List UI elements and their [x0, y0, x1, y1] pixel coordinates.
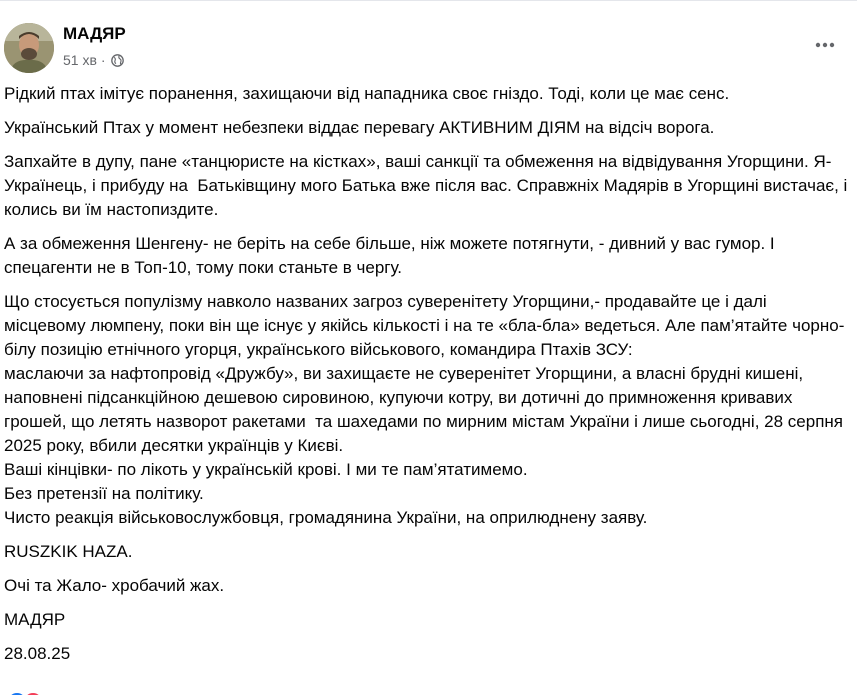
signature: МАДЯР [4, 610, 66, 629]
post-body [4, 82, 853, 666]
post-paragraph-3: Запхайте в дупу, пане «танцюристе на кістках», ваші санкції та обмеження на відвідування Угорщини. Я-Українець, і прибуду на Батьківщину мого Батька вже після вас. Справжніх Мадярів в Угорщині вистачає, і колись ви їм настопиздите. [4, 152, 853, 219]
post-paragraph-7: Очі та Жало- хробачий жах. [4, 576, 225, 595]
post-time[interactable]: 51 хв [63, 52, 97, 68]
post-header [4, 23, 854, 73]
signature-line [4, 608, 849, 632]
avatar-photo [4, 23, 54, 73]
author-name[interactable]: МАДЯР [63, 24, 126, 43]
post-paragraph-5: Що стосується популізму навколо названих загроз суверенітету Угорщини,- продавайте це і далі місцевому люмпену, поки він ще існує у якійсь кількості і на те «бла-бла» ведеться. Але пам’ятайте чорно-білу позицію етнічного угорця, українського військового, командира Птахів ЗСУ: маслаючи за нафтопровід «Дружбу», ви захищаєте не суверенітет Угорщини, а власні брудні кишені, наповнені підсанкційною дешевою сировиною, купуючи котру, ви дотичні до примноження кривавих грошей, що летять назворот ракетами та шахедами по мирним містам України і лише сьогодні, 28 серпня 2025 року, вбили десятки українців у Києві. Ваші кінцівки- по лікоть у українській крові. І ми те пам’ятатимемо. Без претензії на політику. Чисто реакція військовослужбовця, громадянина України, на оприлюднену заяву. [4, 292, 845, 527]
post-paragraph-6: RUSZKIK HAZA. [4, 542, 133, 561]
post-paragraph-4: А за обмеження Шенгену- не беріть на себе більше, ніж можете потягнути, - дивний у вас гумор. І спецагенти не в Топ-10, тому поки станьте в чергу. [4, 234, 780, 277]
reactions-bar[interactable] [6, 691, 38, 695]
more-options-icon[interactable] [809, 29, 841, 61]
ukraine-flag-icon [66, 612, 86, 626]
love-reaction-icon [22, 691, 44, 695]
post-paragraph-2: Український Птах у момент небезпеки віддає перевагу АКТИВНИМ ДІЯМ на відсіч ворога. [4, 118, 715, 137]
post-date: 28.08.25 [4, 644, 71, 663]
post-paragraph-1: Рідкий птах імітує поранення, захищаючи від нападника своє гніздо. Тоді, коли це має сенс. [4, 84, 730, 103]
author-avatar[interactable] [4, 23, 54, 73]
meta-separator: · [100, 52, 106, 68]
globe-icon[interactable] [111, 54, 124, 67]
post-meta [63, 51, 124, 69]
